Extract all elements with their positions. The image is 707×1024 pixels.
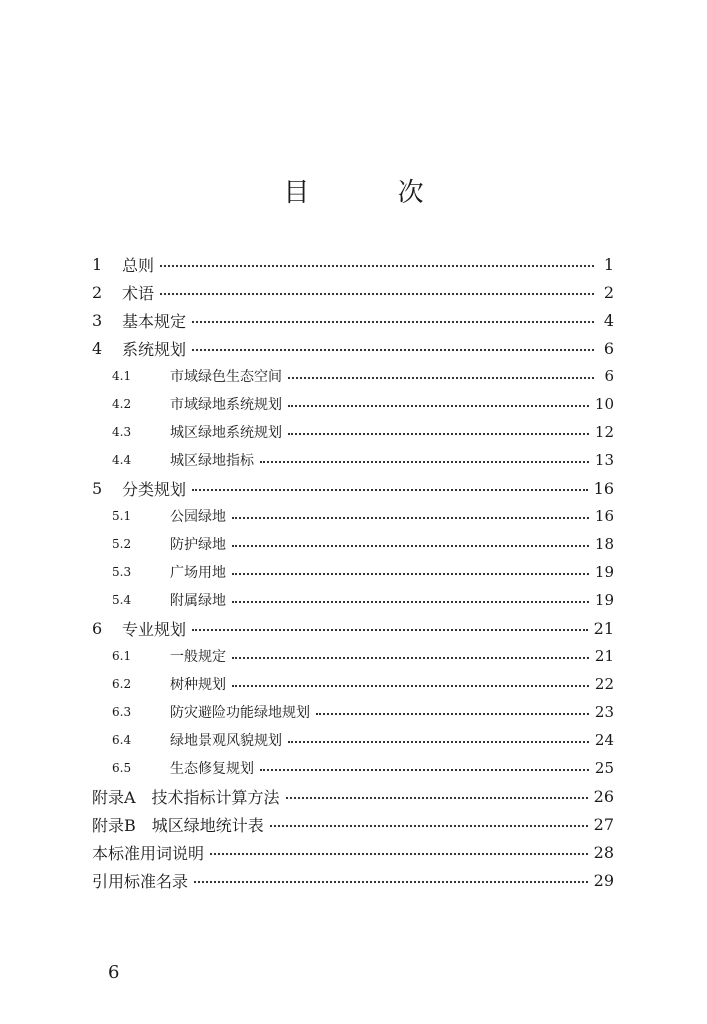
toc-entry-number: 6.5 [112, 761, 132, 775]
toc-entry-label: 专业规划 [122, 619, 187, 639]
toc-entry-page: 28 [593, 842, 614, 862]
toc-entry-label: 树种规划 [170, 677, 226, 693]
dot-leader [232, 601, 589, 603]
toc-entry-label: 防护绿地 [170, 537, 226, 553]
toc-entry-label: 防灾避险功能绿地规划 [170, 705, 310, 721]
toc-entry-page: 16 [594, 507, 614, 525]
toc-entry-number: 5.2 [112, 537, 132, 551]
toc-entry[interactable] [92, 614, 614, 642]
toc-entry[interactable] [92, 726, 614, 754]
dot-leader [160, 265, 594, 267]
toc-entry-page: 23 [594, 703, 614, 721]
toc-entry[interactable] [92, 334, 614, 362]
toc-entry-page: 25 [594, 759, 614, 777]
toc-entry-page: 6 [604, 367, 614, 385]
toc-entry[interactable] [92, 782, 614, 810]
toc-entry-page: 21 [593, 618, 614, 638]
toc-entry[interactable] [92, 530, 614, 558]
dot-leader [316, 713, 589, 715]
dot-leader [232, 657, 589, 659]
toc-entry-page: 22 [594, 675, 614, 693]
dot-leader [286, 797, 588, 799]
dot-leader [192, 321, 594, 323]
toc-entry-page: 19 [594, 591, 614, 609]
toc-entry[interactable] [92, 474, 614, 502]
dot-leader [260, 769, 589, 771]
toc-entry[interactable] [92, 418, 614, 446]
toc-entry-page: 24 [594, 731, 614, 749]
toc-entry-page: 12 [594, 423, 614, 441]
toc-entry[interactable] [92, 446, 614, 474]
toc-entry[interactable] [92, 838, 614, 866]
toc-entry-label: 系统规划 [122, 339, 187, 359]
toc-entry-label: 城区绿地系统规划 [170, 425, 282, 441]
dot-leader [288, 741, 589, 743]
dot-leader [232, 545, 589, 547]
toc-entry[interactable] [92, 866, 614, 894]
toc-entry-label: 广场用地 [170, 565, 226, 581]
toc-entry-page: 27 [593, 814, 614, 834]
toc-entry[interactable] [92, 250, 614, 278]
toc-entry-number: 3 [92, 310, 103, 330]
dot-leader [192, 349, 594, 351]
toc-entry-label: 城区绿地指标 [170, 453, 254, 469]
toc-entry-label: 术语 [122, 283, 155, 303]
toc-entry-number: 6.2 [112, 677, 132, 691]
toc-entry-page: 26 [593, 786, 614, 806]
toc-entry[interactable] [92, 698, 614, 726]
dot-leader [192, 629, 588, 631]
toc-entry-label: 分类规划 [122, 479, 187, 499]
dot-leader [194, 881, 588, 883]
toc-entry[interactable] [92, 754, 614, 782]
toc-entry[interactable] [92, 306, 614, 334]
toc-entry-label: 附录B 城区绿地统计表 [92, 815, 264, 835]
page-title: 目 次 [283, 178, 464, 208]
toc-entry-number: 5.3 [112, 565, 132, 579]
dot-leader [270, 825, 588, 827]
toc-entry-label: 本标准用词说明 [92, 843, 205, 863]
toc-entry-number: 5.4 [112, 593, 132, 607]
toc-entry-label: 总则 [122, 255, 155, 275]
dot-leader [232, 573, 589, 575]
toc-entry-label: 附属绿地 [170, 593, 226, 609]
toc-entry-label: 市域绿色生态空间 [170, 369, 282, 385]
toc-entry-page: 16 [593, 478, 614, 498]
dot-leader [160, 293, 594, 295]
toc-entry-page: 18 [594, 535, 614, 553]
toc-entry-page: 13 [594, 451, 614, 469]
toc-entry-label: 一般规定 [170, 649, 226, 665]
toc-entry-number: 1 [92, 254, 103, 274]
toc-entry-label: 生态修复规划 [170, 761, 254, 777]
toc-entry-number: 6 [92, 618, 103, 638]
toc-entry-page: 21 [594, 647, 614, 665]
dot-leader [232, 685, 589, 687]
toc-entry[interactable] [92, 278, 614, 306]
table-of-contents [92, 250, 614, 894]
toc-entry-label: 绿地景观风貌规划 [170, 733, 282, 749]
toc-entry-label: 基本规定 [122, 311, 187, 331]
dot-leader [288, 433, 589, 435]
toc-entry-number: 5.1 [112, 509, 132, 523]
dot-leader [260, 461, 589, 463]
toc-entry-label: 附录A 技术指标计算方法 [92, 787, 280, 807]
dot-leader [192, 489, 588, 491]
toc-entry[interactable] [92, 810, 614, 838]
toc-entry-number: 4.2 [112, 397, 132, 411]
toc-entry[interactable] [92, 362, 614, 390]
dot-leader [288, 377, 594, 379]
toc-entry[interactable] [92, 558, 614, 586]
dot-leader [210, 853, 588, 855]
toc-entry-page: 29 [593, 870, 614, 890]
toc-entry-number: 4.3 [112, 425, 132, 439]
dot-leader [232, 517, 589, 519]
toc-entry-number: 6.1 [112, 649, 132, 663]
toc-entry-number: 2 [92, 282, 103, 302]
toc-entry[interactable] [92, 642, 614, 670]
toc-entry-page: 6 [603, 338, 614, 358]
toc-entry-number: 6.3 [112, 705, 132, 719]
dot-leader [288, 405, 589, 407]
toc-entry[interactable] [92, 390, 614, 418]
toc-entry-number: 4 [92, 338, 103, 358]
toc-entry-label: 市域绿地系统规划 [170, 397, 282, 413]
toc-entry-label: 引用标准名录 [92, 871, 189, 891]
toc-entry[interactable] [92, 586, 614, 614]
toc-entry-page: 1 [603, 254, 614, 274]
toc-entry[interactable] [92, 670, 614, 698]
toc-entry-number: 6.4 [112, 733, 132, 747]
toc-entry-page: 19 [594, 563, 614, 581]
toc-entry-number: 5 [92, 478, 103, 498]
toc-entry-number: 4.4 [112, 453, 132, 467]
toc-entry-page: 4 [603, 310, 614, 330]
toc-entry-page: 10 [594, 395, 614, 413]
toc-entry-number: 4.1 [112, 369, 132, 383]
footer-page-number: 6 [108, 962, 120, 983]
toc-entry-page: 2 [603, 282, 614, 302]
toc-entry-label: 公园绿地 [170, 509, 226, 525]
toc-entry[interactable] [92, 502, 614, 530]
